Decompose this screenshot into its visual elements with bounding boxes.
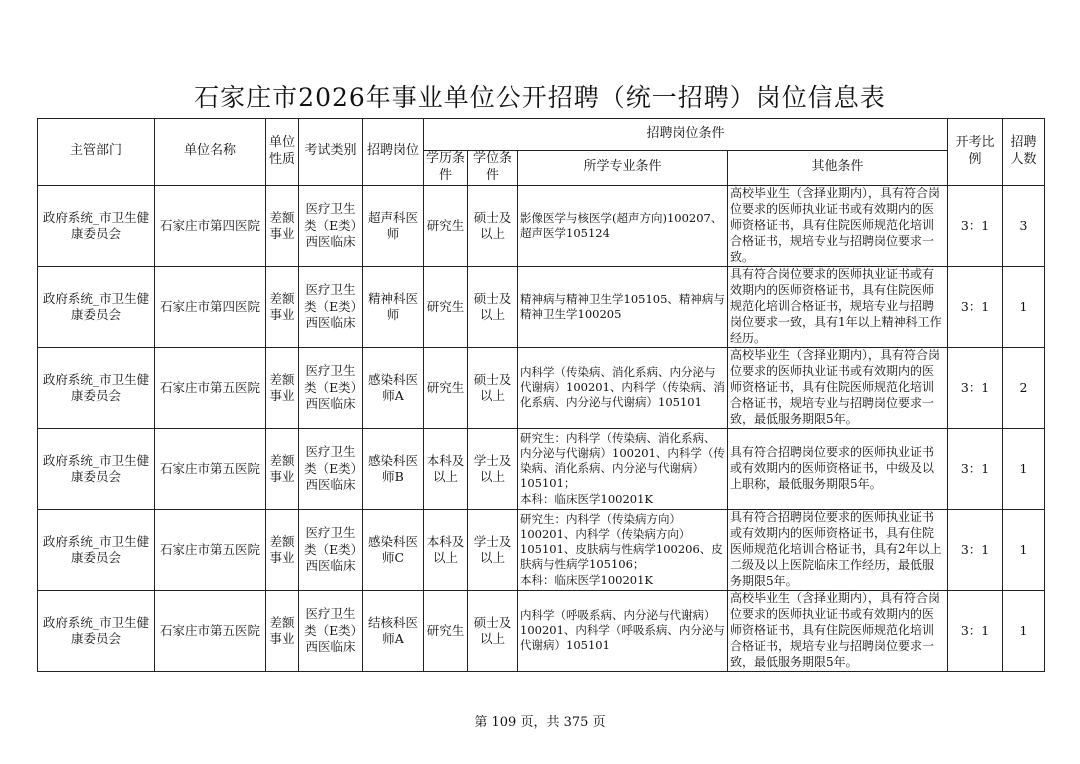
cell-degree: 硕士及以上 xyxy=(468,185,518,266)
table-row xyxy=(38,347,1045,428)
cell-post: 精神科医师 xyxy=(363,266,424,347)
cell-unit: 石家庄市第五医院 xyxy=(155,590,266,671)
header-unit: 单位名称 xyxy=(155,119,266,186)
cell-post: 超声科医师 xyxy=(363,185,424,266)
header-post: 招聘岗位 xyxy=(363,119,424,186)
table-body xyxy=(38,185,1045,671)
header-other: 其他条件 xyxy=(728,151,948,186)
header-conditions: 招聘岗位条件 xyxy=(424,119,948,151)
page-mid: 页，共 xyxy=(520,715,560,730)
page-suffix: 页 xyxy=(592,715,606,730)
cell-degree: 学士及以上 xyxy=(468,428,518,509)
cell-nature: 差额事业 xyxy=(266,509,299,590)
cell-dept: 政府系统_市卫生健康委员会 xyxy=(38,428,155,509)
cell-dept: 政府系统_市卫生健康委员会 xyxy=(38,509,155,590)
cell-ratio: 3：1 xyxy=(948,590,1003,671)
cell-unit: 石家庄市第五医院 xyxy=(155,428,266,509)
cell-edu: 研究生 xyxy=(424,185,468,266)
cell-other: 高校毕业生（含择业期内），具有符合岗位要求的医师执业证书或有效期内的医师资格证书，具有住院医师规范化培训合格证书，规培专业与招聘岗位要求一致。 xyxy=(728,185,948,266)
cell-degree: 硕士及以上 xyxy=(468,266,518,347)
cell-count: 3 xyxy=(1003,185,1045,266)
total-pages: 375 xyxy=(563,715,589,730)
cell-nature: 差额事业 xyxy=(266,185,299,266)
cell-count: 1 xyxy=(1003,428,1045,509)
cell-degree: 学士及以上 xyxy=(468,509,518,590)
cell-dept: 政府系统_市卫生健康委员会 xyxy=(38,347,155,428)
table-row xyxy=(38,590,1045,671)
cell-other: 具有符合岗位要求的医师执业证书或有效期内的医师资格证书，具有住院医师规范化培训合格证书，规培专业与招聘岗位要求一致，具有1年以上精神科工作经历。 xyxy=(728,266,948,347)
cell-count: 1 xyxy=(1003,590,1045,671)
page-prefix: 第 xyxy=(474,715,488,730)
cell-edu: 本科及以上 xyxy=(424,509,468,590)
header-edu: 学历条件 xyxy=(424,151,468,186)
cell-unit: 石家庄市第四医院 xyxy=(155,266,266,347)
cell-count: 1 xyxy=(1003,509,1045,590)
cell-edu: 研究生 xyxy=(424,590,468,671)
cell-exam: 医疗卫生类（E类）西医临床 xyxy=(299,428,363,509)
cell-dept: 政府系统_市卫生健康委员会 xyxy=(38,185,155,266)
cell-unit: 石家庄市第五医院 xyxy=(155,509,266,590)
cell-exam: 医疗卫生类（E类）西医临床 xyxy=(299,509,363,590)
header-degree: 学位条件 xyxy=(468,151,518,186)
cell-exam: 医疗卫生类（E类）西医临床 xyxy=(299,590,363,671)
table-row xyxy=(38,509,1045,590)
header-nature: 单位性质 xyxy=(266,119,299,186)
table-row xyxy=(38,428,1045,509)
cell-nature: 差额事业 xyxy=(266,428,299,509)
cell-other: 高校毕业生（含择业期内），具有符合岗位要求的医师执业证书或有效期内的医师资格证书，具有住院医师规范化培训合格证书，规培专业与招聘岗位要求一致，最低服务期限5年。 xyxy=(728,590,948,671)
cell-nature: 差额事业 xyxy=(266,266,299,347)
cell-edu: 研究生 xyxy=(424,266,468,347)
current-page: 109 xyxy=(491,715,517,730)
cell-ratio: 3：1 xyxy=(948,347,1003,428)
header-major: 所学专业条件 xyxy=(518,151,728,186)
cell-post: 感染科医师B xyxy=(363,428,424,509)
cell-major: 精神病与精神卫生学105105、精神病与精神卫生学100205 xyxy=(518,266,728,347)
cell-dept: 政府系统_市卫生健康委员会 xyxy=(38,590,155,671)
cell-major: 内科学（传染病、消化系病、内分泌与代谢病）100201、内科学（传染病、消化系病、内分泌与代谢病）105101 xyxy=(518,347,728,428)
cell-major: 内科学（呼吸系病、内分泌与代谢病）100201、内科学（呼吸系病、内分泌与代谢病）105101 xyxy=(518,590,728,671)
cell-post: 感染科医师A xyxy=(363,347,424,428)
page-number xyxy=(0,711,1080,730)
page-title: 石家庄市2026年事业单位公开招聘（统一招聘）岗位信息表 xyxy=(194,83,886,112)
cell-ratio: 3：1 xyxy=(948,266,1003,347)
table-row xyxy=(38,266,1045,347)
cell-ratio: 3：1 xyxy=(948,428,1003,509)
cell-count: 1 xyxy=(1003,266,1045,347)
cell-edu: 研究生 xyxy=(424,347,468,428)
cell-degree: 硕士及以上 xyxy=(468,347,518,428)
header-count: 招聘人数 xyxy=(1003,119,1045,186)
table-header xyxy=(38,119,1045,186)
cell-dept: 政府系统_市卫生健康委员会 xyxy=(38,266,155,347)
cell-post: 感染科医师C xyxy=(363,509,424,590)
cell-other: 具有符合招聘岗位要求的医师执业证书或有效期内的医师资格证书，中级及以上职称，最低服务期限5年。 xyxy=(728,428,948,509)
cell-count: 2 xyxy=(1003,347,1045,428)
cell-nature: 差额事业 xyxy=(266,347,299,428)
job-info-table xyxy=(37,118,1045,672)
cell-major: 研究生：内科学（传染病方向）100201、内科学（传染病方向）105101、皮肤病与性病学100206、皮肤病与性病学105106； 本科：临床医学100201K xyxy=(518,509,728,590)
cell-other: 高校毕业生（含择业期内），具有符合岗位要求的医师执业证书或有效期内的医师资格证书，具有住院医师规范化培训合格证书，规培专业与招聘岗位要求一致，最低服务期限5年。 xyxy=(728,347,948,428)
cell-exam: 医疗卫生类（E类）西医临床 xyxy=(299,185,363,266)
cell-other: 具有符合招聘岗位要求的医师执业证书或有效期内的医师资格证书，具有住院医师规范化培训合格证书，具有2年以上二级及以上医院临床工作经历，最低服务期限5年。 xyxy=(728,509,948,590)
cell-post: 结核科医师A xyxy=(363,590,424,671)
cell-major: 影像医学与核医学(超声方向)100207、超声医学105124 xyxy=(518,185,728,266)
cell-unit: 石家庄市第四医院 xyxy=(155,185,266,266)
cell-nature: 差额事业 xyxy=(266,590,299,671)
table-row xyxy=(38,185,1045,266)
cell-major: 研究生：内科学（传染病、消化系病、内分泌与代谢病）100201、内科学（传染病、消化系病、内分泌与代谢病）105101； 本科：临床医学100201K xyxy=(518,428,728,509)
cell-unit: 石家庄市第五医院 xyxy=(155,347,266,428)
header-ratio: 开考比例 xyxy=(948,119,1003,186)
cell-degree: 硕士及以上 xyxy=(468,590,518,671)
cell-exam: 医疗卫生类（E类）西医临床 xyxy=(299,347,363,428)
cell-edu: 本科及以上 xyxy=(424,428,468,509)
header-exam: 考试类别 xyxy=(299,119,363,186)
cell-exam: 医疗卫生类（E类）西医临床 xyxy=(299,266,363,347)
cell-ratio: 3：1 xyxy=(948,185,1003,266)
cell-ratio: 3：1 xyxy=(948,509,1003,590)
header-dept: 主管部门 xyxy=(38,119,155,186)
